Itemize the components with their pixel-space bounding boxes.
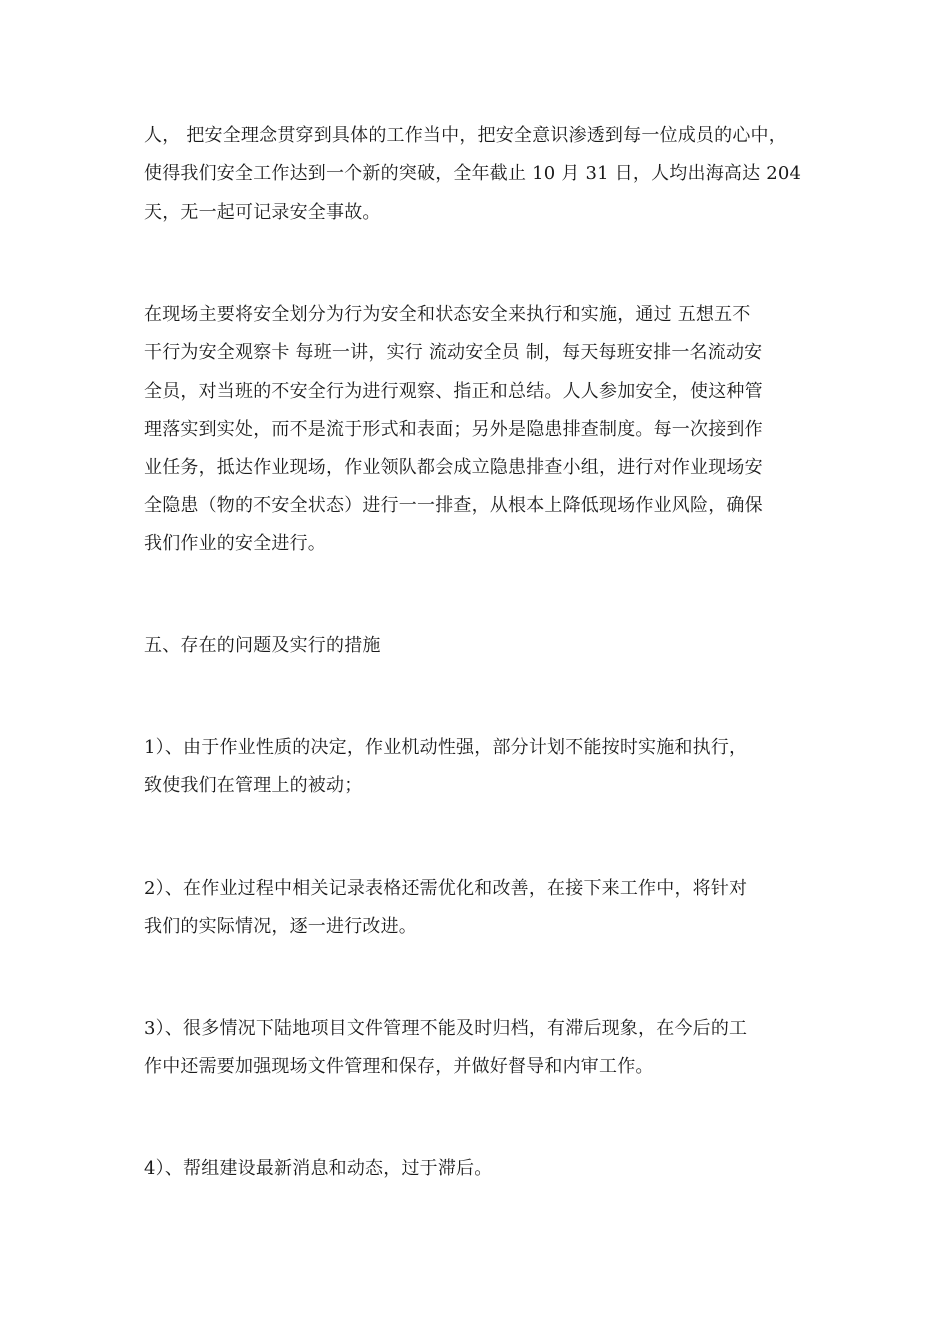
text-line: 使得我们安全工作达到一个新的突破，全年截止 10 月 31 日，人均出海高达 204: [144, 163, 802, 184]
text-line: 业任务，抵达作业现场，作业领队都会成立隐患排查小组，进行对作业现场安: [144, 457, 763, 478]
text-line: 4）、帮组建设最新消息和动态，过于滞后。: [144, 1158, 493, 1179]
text-line: 我们的实际情况，逐一进行改进。: [144, 916, 417, 937]
text-line: 1）、由于作业性质的决定，作业机动性强，部分计划不能按时实施和执行，: [144, 737, 748, 758]
text-line: 全隐患（物的不安全状态）进行一一排查，从根本上降低现场作业风险，确保: [144, 495, 763, 516]
text-line: 人， 把安全理念贯穿到具体的工作当中，把安全意识渗透到每一位成员的心中，: [144, 125, 787, 146]
text-line: 我们作业的安全进行。: [144, 533, 326, 554]
text-line: 干行为安全观察卡 每班一讲，实行 流动安全员 制，每天每班安排一名流动安: [144, 342, 763, 363]
section-heading: 五、存在的问题及实行的措施: [144, 635, 381, 656]
text-line: 2）、在作业过程中相关记录表格还需优化和改善，在接下来工作中，将针对: [144, 878, 748, 899]
text-line: 3）、很多情况下陆地项目文件管理不能及时归档，有滞后现象，在今后的工: [144, 1018, 748, 1039]
text-line: 理落实到实处，而不是流于形式和表面；另外是隐患排查制度。每一次接到作: [144, 419, 763, 440]
text-line: 天，无一起可记录安全事故。: [144, 202, 381, 223]
text-line: 在现场主要将安全划分为行为安全和状态安全来执行和实施，通过 五想五不: [144, 304, 751, 325]
text-line: 全员，对当班的不安全行为进行观察、指正和总结。人人参加安全，使这种管: [144, 381, 763, 402]
text-line: 致使我们在管理上的被动；: [144, 775, 363, 796]
text-line: 作中还需要加强现场文件管理和保存，并做好督导和内审工作。: [144, 1056, 654, 1077]
